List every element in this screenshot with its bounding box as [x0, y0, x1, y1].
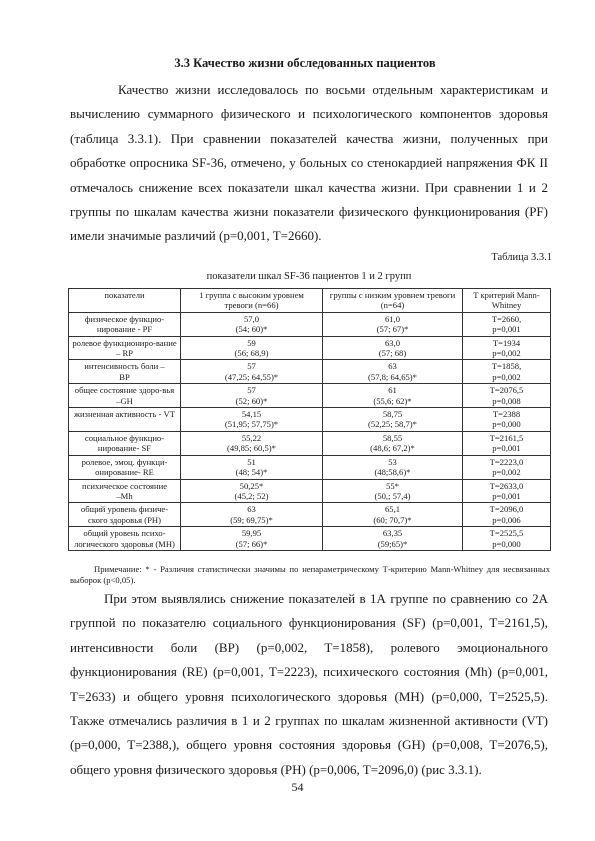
indicator-cell: ролевое, эмоц. функци-онирование- RE — [69, 455, 181, 479]
table-row — [69, 360, 551, 384]
table-header-row — [69, 289, 551, 313]
table-row — [69, 431, 551, 455]
indicator-cell: общее состояние здоро-вья –GH — [69, 384, 181, 408]
group1-cell: 55,22 (49,85; 60,5)* — [181, 431, 323, 455]
group1-cell: 51 (48; 54)* — [181, 455, 323, 479]
group1-cell: 57 (47,25; 64,55)* — [181, 360, 323, 384]
table-row — [69, 503, 551, 527]
test-cell: T=2660, p=0,001 — [463, 312, 551, 336]
group1-cell: 59,95 (57; 66)* — [181, 527, 323, 551]
group1-cell: 54,15 (51,95; 57,75)* — [181, 408, 323, 432]
indicator-cell: психическое состояние –Mh — [69, 479, 181, 503]
table-row — [69, 408, 551, 432]
page-number: 54 — [291, 780, 304, 794]
group2-cell: 58,75 (52,25; 58,7)* — [323, 408, 463, 432]
test-cell: T=2161,5 p=0,001 — [463, 431, 551, 455]
table-number: Таблица 3.3.1 — [491, 252, 552, 263]
group1-cell: 59 (56; 68,9) — [181, 336, 323, 360]
table-row — [69, 336, 551, 360]
indicator-cell: интенсивность боли – BP — [69, 360, 181, 384]
header-test: T критерий Mann-Whitney — [463, 289, 551, 313]
test-cell: T=2076,5 p=0,008 — [463, 384, 551, 408]
table-note: Примечание: * - Различия статистически значимы по непараметрическому Т-критерию Mann-Whitney для несвязанных выборок (p<0,05). — [70, 564, 550, 585]
test-cell: T=2525,5 p=0,000 — [463, 527, 551, 551]
group1-cell: 63 (59; 69,75)* — [181, 503, 323, 527]
group2-cell: 53 (48;58,6)* — [323, 455, 463, 479]
group2-cell: 58,55 (48,6; 67,2)* — [323, 431, 463, 455]
table-row — [69, 527, 551, 551]
test-cell: T=2633,0 p=0,001 — [463, 479, 551, 503]
paragraph-intro: Качество жизни исследовалось по восьми отдельным характеристикам и вычислению суммарного физического и психологического компонентов здоровья (таблица 3.3.1). При сравнении показателей качества жизни, полученных при обработке опросника SF-36, отмечено, у больных со стенокардией напряжения ФК II отмечалось снижение всех показатели шкал качества жизни. При сравнении 1 и 2 группы по шкалам качества жизни показатели физического функционирования (PF) имели значимые различий (p=0,001, T=2660). — [70, 82, 548, 244]
table-row — [69, 455, 551, 479]
header-indicator: показатели — [69, 289, 181, 313]
group2-cell: 63,35 (59;65)* — [323, 527, 463, 551]
group1-cell: 50,25* (45,2; 52) — [181, 479, 323, 503]
indicator-cell: ролевое функциониро-вание – RP — [69, 336, 181, 360]
indicator-cell: физическое функцио-нирование - PF — [69, 312, 181, 336]
table-caption: показатели шкал SF-36 пациентов 1 и 2 групп — [206, 271, 412, 282]
test-cell: T=2223,0 p=0,002 — [463, 455, 551, 479]
indicator-cell: жизненная активность - VT — [69, 408, 181, 432]
indicator-cell: социальное функцио-нирование- SF — [69, 431, 181, 455]
group2-cell: 61,0 (57; 67)* — [323, 312, 463, 336]
group2-cell: 65,1 (60; 70,7)* — [323, 503, 463, 527]
test-cell: T=2388 p=0,000 — [463, 408, 551, 432]
header-group1: 1 группа с высоким уровнем тревоги (n=66) — [181, 289, 323, 313]
table-row — [69, 384, 551, 408]
indicator-cell: общий уровень психо-логического здоровья (MH) — [69, 527, 181, 551]
test-cell: T=1858, p=0,002 — [463, 360, 551, 384]
section-heading: 3.3 Качество жизни обследованных пациентов — [174, 56, 436, 70]
sf36-table — [68, 288, 551, 551]
table-row — [69, 312, 551, 336]
test-cell: T=2096,0 p=0,006 — [463, 503, 551, 527]
group1-cell: 57,0 (54; 60)* — [181, 312, 323, 336]
header-group2: группы с низким уровнем тревоги (n=64) — [323, 289, 463, 313]
group2-cell: 55* (50,; 57,4) — [323, 479, 463, 503]
group2-cell: 61 (55,6; 62)* — [323, 384, 463, 408]
group1-cell: 57 (52; 60)* — [181, 384, 323, 408]
group2-cell: 63 (57,8; 64,65)* — [323, 360, 463, 384]
indicator-cell: общий уровень физиче-ского здоровья (PH) — [69, 503, 181, 527]
table-row — [69, 479, 551, 503]
paragraph-results: При этом выявлялись снижение показателей в 1А группе по сравнению со 2А группой по показателю социального функционирования (SF) (p=0,001, T=2161,5), интенсивности боли (BP) (p=0,002, T=1858), ролевого эмоционального функционирования (RE) (p=0,001, T=2223), психического состояния (Mh) (p=0,001, T=2633) и общего уровня психологического здоровья (MH) (p=0,000, T=2525,5). Также отмечались различия в 1 и 2 группах по шкалам жизненной активности (VT) (p=0,000, T=2388,), общего уровня состояния здоровья (GH) (p=0,008, T=2076,5), общего уровня физического здоровья (PH) (p=0,006, T=2096,0) (рис 3.3.1). — [70, 591, 548, 777]
group2-cell: 63,0 (57; 68) — [323, 336, 463, 360]
test-cell: T=1934 p=0,002 — [463, 336, 551, 360]
